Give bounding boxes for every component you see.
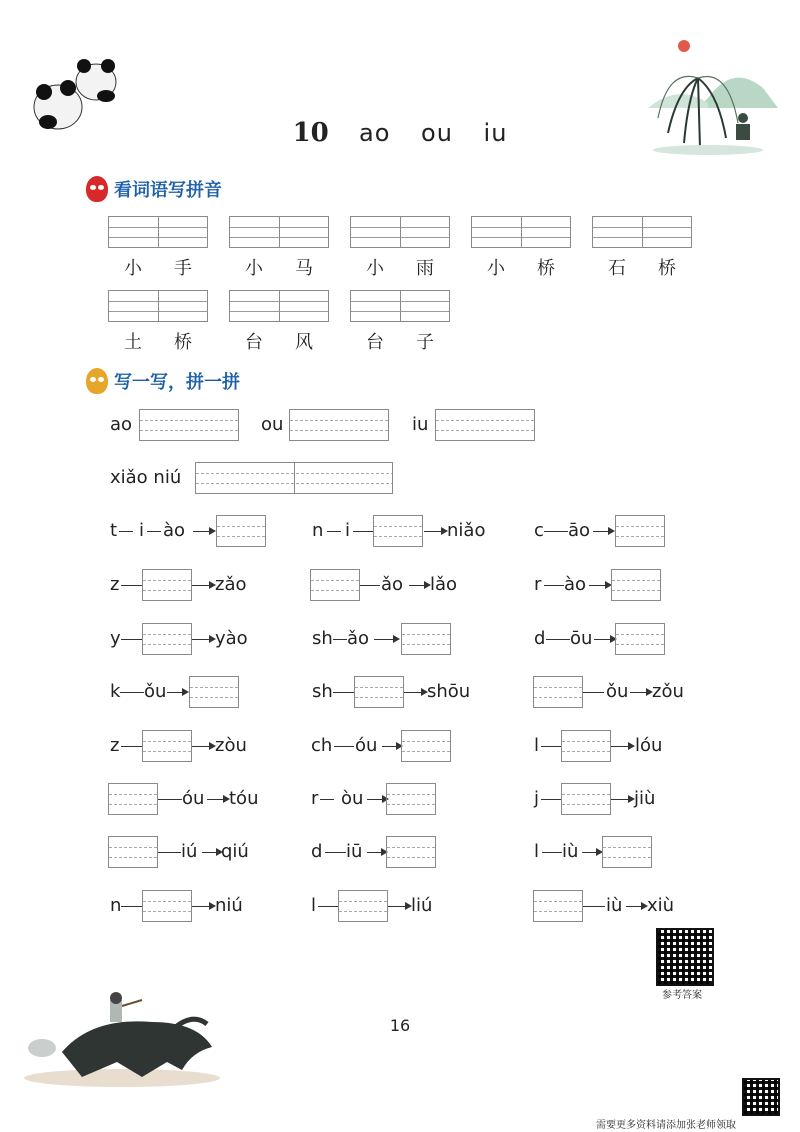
word-label: 小 手 — [124, 258, 192, 279]
pinyin-part: xiù — [647, 895, 675, 916]
connector-dash — [541, 799, 561, 800]
pinyin-answer-box[interactable] — [561, 730, 611, 762]
pinyin-part: l — [534, 841, 540, 862]
word-label: 小 桥 — [487, 258, 555, 279]
pinyin-answer-box[interactable] — [386, 783, 436, 815]
arrow-icon — [611, 799, 633, 800]
connector-dash — [333, 639, 347, 640]
pinyin-part: ào — [163, 520, 186, 541]
word-label: 石 桥 — [608, 258, 676, 279]
word-label: 小 雨 — [366, 258, 434, 279]
pinyin-part: ǒu — [606, 681, 629, 702]
pinyin-answer-box[interactable] — [216, 515, 266, 547]
arrow-icon — [167, 692, 187, 693]
write-label: xiǎo niú — [110, 467, 182, 488]
pinyin-answer-box[interactable] — [338, 890, 388, 922]
arrow-icon — [202, 852, 221, 853]
pinyin-answer-box[interactable] — [310, 569, 360, 601]
pinyin-part: zǒu — [652, 681, 684, 702]
pinyin-part: ch — [311, 735, 333, 756]
pinyin-answer-box[interactable] — [401, 623, 451, 655]
pinyin-answer-box[interactable] — [354, 676, 404, 708]
connector-dash — [353, 531, 373, 532]
connector-dash — [158, 852, 181, 853]
connector-dash — [541, 746, 561, 747]
pinyin-part: zòu — [215, 735, 247, 756]
pinyin-part: óu — [182, 788, 205, 809]
lesson-title — [0, 118, 800, 148]
pinyin-part: lǎo — [430, 574, 458, 595]
connector-dash — [121, 585, 142, 586]
arrow-icon — [404, 692, 426, 693]
connector-dash — [318, 906, 338, 907]
pinyin-answer-box[interactable] — [189, 676, 239, 708]
pinyin-box[interactable] — [108, 216, 208, 248]
connector-dash — [333, 692, 354, 693]
pinyin-part: iú — [181, 841, 198, 862]
arrow-icon — [626, 906, 646, 907]
pinyin-part: z — [110, 574, 120, 595]
pinyin-part: niú — [215, 895, 243, 916]
pinyin-part: c — [534, 520, 544, 541]
arrow-icon — [192, 585, 214, 586]
pinyin-part: l — [534, 735, 540, 756]
pinyin-part: ào — [564, 574, 587, 595]
connector-dash — [583, 692, 604, 693]
pinyin-answer-box[interactable] — [401, 730, 451, 762]
pinyin-box[interactable] — [139, 409, 239, 441]
pinyin-part: yào — [215, 628, 248, 649]
arrow-icon — [589, 585, 610, 586]
pinyin-answer-box[interactable] — [142, 569, 192, 601]
pinyin-answer-box[interactable] — [615, 623, 665, 655]
pinyin-part: z — [110, 735, 120, 756]
connector-dash — [583, 906, 605, 907]
opera-mask-icon — [86, 176, 108, 202]
arrow-icon — [192, 906, 214, 907]
pinyin-box[interactable] — [289, 409, 389, 441]
connector-dash — [147, 531, 161, 532]
arrow-icon — [409, 585, 429, 586]
qr-caption: 参考答案 — [662, 990, 702, 1001]
pinyin-box[interactable] — [350, 216, 450, 248]
pinyin-part: ǒu — [144, 681, 167, 702]
connector-dash — [542, 852, 562, 853]
opera-mask-icon — [86, 368, 108, 394]
pinyin-box-wide[interactable] — [195, 462, 393, 494]
pinyin-box[interactable] — [350, 290, 450, 322]
pinyin-part: k — [110, 681, 121, 702]
word-label: 小 马 — [245, 258, 313, 279]
pinyin-part: shōu — [427, 681, 471, 702]
pinyin-part: ǎo — [347, 628, 370, 649]
arrow-icon — [192, 746, 214, 747]
arrow-icon — [611, 746, 633, 747]
pinyin-answer-box[interactable] — [561, 783, 611, 815]
arrow-icon — [193, 531, 214, 532]
connector-dash — [158, 799, 182, 800]
pinyin-part: iū — [346, 841, 363, 862]
word-label: 台 子 — [366, 332, 434, 353]
pinyin-part: i — [139, 520, 145, 541]
page-number: 16 — [389, 1016, 411, 1035]
connector-dash — [121, 639, 142, 640]
pinyin-part: iù — [562, 841, 579, 862]
connector-dash — [120, 692, 144, 693]
pinyin-answer-box[interactable] — [142, 623, 192, 655]
pinyin-box[interactable] — [471, 216, 571, 248]
connector-dash — [327, 531, 341, 532]
pinyin-answer-box[interactable] — [533, 676, 583, 708]
pinyin-part: zǎo — [215, 574, 247, 595]
connector-dash — [325, 852, 346, 853]
pinyin-answer-box[interactable] — [615, 515, 665, 547]
section1-heading: 看词语写拼音 — [86, 176, 222, 202]
pinyin-part: n — [312, 520, 324, 541]
arrow-icon — [374, 639, 398, 640]
pinyin-part: d — [534, 628, 546, 649]
arrow-icon — [594, 639, 615, 640]
connector-dash — [320, 799, 334, 800]
pinyin-part: r — [534, 574, 542, 595]
pinyin-box[interactable] — [108, 290, 208, 322]
pinyin-part: r — [311, 788, 319, 809]
pinyin-part: i — [345, 520, 351, 541]
connector-dash — [544, 585, 564, 586]
pinyin-part: òu — [341, 788, 364, 809]
connector-dash — [119, 531, 133, 532]
pinyin-box[interactable] — [229, 290, 329, 322]
arrow-icon — [630, 692, 651, 693]
pinyin-answer-box[interactable] — [602, 836, 652, 868]
footer-note: 需要更多资料请添加张老师领取 — [596, 1120, 736, 1131]
lesson-rimes: ao ou iu — [359, 119, 508, 147]
arrow-icon — [367, 799, 387, 800]
pinyin-answer-box[interactable] — [108, 783, 158, 815]
answer-qr-code[interactable] — [656, 928, 714, 986]
pinyin-part: ōu — [570, 628, 593, 649]
pinyin-answer-box[interactable] — [533, 890, 583, 922]
pinyin-part: n — [110, 895, 122, 916]
connector-dash — [334, 746, 354, 747]
buffalo-flute-boy-illustration — [22, 992, 222, 1088]
pinyin-part: j — [534, 788, 540, 809]
pinyin-part: d — [311, 841, 323, 862]
pinyin-part: liú — [411, 895, 433, 916]
connector-dash — [121, 746, 142, 747]
pinyin-part: óu — [355, 735, 378, 756]
pinyin-part: l — [311, 895, 317, 916]
pinyin-box[interactable] — [229, 216, 329, 248]
pinyin-part: lóu — [635, 735, 663, 756]
pinyin-box[interactable] — [435, 409, 535, 441]
pinyin-box[interactable] — [592, 216, 692, 248]
pinyin-part: y — [110, 628, 121, 649]
connector-dash — [546, 639, 570, 640]
word-label: 台 风 — [245, 332, 313, 353]
arrow-icon — [388, 906, 410, 907]
arrow-icon — [207, 799, 228, 800]
pinyin-answer-box[interactable] — [108, 836, 158, 868]
pinyin-part: tóu — [229, 788, 259, 809]
pinyin-part: niǎo — [447, 520, 486, 541]
connector-dash — [121, 906, 142, 907]
pinyin-answer-box[interactable] — [373, 515, 423, 547]
section2-heading: 写一写，拼一拼 — [86, 368, 240, 394]
arrow-icon — [424, 531, 446, 532]
pinyin-part: iù — [606, 895, 623, 916]
pinyin-part: ǎo — [381, 574, 404, 595]
pinyin-part: āo — [568, 520, 591, 541]
write-label: ou — [261, 414, 284, 435]
arrow-icon — [382, 746, 401, 747]
arrow-icon — [367, 852, 386, 853]
word-label: 土 桥 — [124, 332, 192, 353]
arrow-icon — [192, 639, 214, 640]
pinyin-part: jiù — [634, 788, 656, 809]
arrow-icon — [582, 852, 601, 853]
pinyin-part: qiú — [221, 841, 249, 862]
pinyin-answer-box[interactable] — [142, 890, 192, 922]
pinyin-part: sh — [312, 681, 333, 702]
pinyin-answer-box[interactable] — [142, 730, 192, 762]
footer-qr-code[interactable] — [742, 1078, 780, 1116]
lesson-number: 10 — [292, 118, 329, 148]
pinyin-part: t — [110, 520, 118, 541]
connector-dash — [360, 585, 380, 586]
arrow-icon — [593, 531, 613, 532]
connector-dash — [544, 531, 568, 532]
pinyin-answer-box[interactable] — [611, 569, 661, 601]
pinyin-part: sh — [312, 628, 333, 649]
write-label: ao — [110, 414, 133, 435]
write-label: iu — [412, 414, 429, 435]
pinyin-answer-box[interactable] — [386, 836, 436, 868]
